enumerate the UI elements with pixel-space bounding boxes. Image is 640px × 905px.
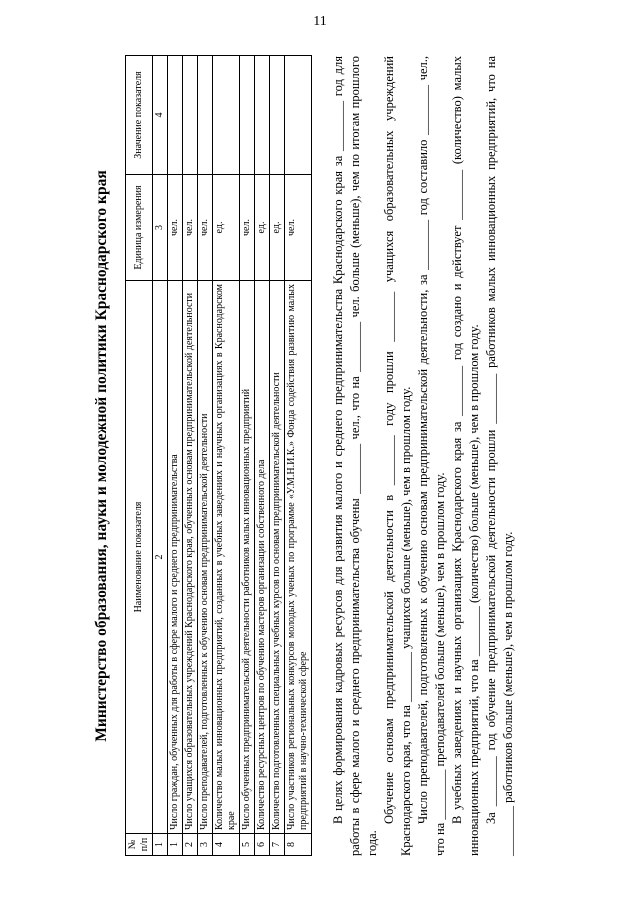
paragraph-teacher-training: Число преподавателей, подготовленных к обучению основам предпринимательской деятельности, за ________ год составило ________ чел., что на ________ преподавателей больше (меньше), чем в прошлом году. (416, 56, 447, 856)
column-index: 3 (153, 175, 168, 281)
unit-cell: ед. (255, 175, 270, 281)
row-number: 3 (198, 834, 213, 856)
indicator-name: Количество малых инновационных предприятий, созданных в учебных заведениях и научных организациях в Краснодарском крае (213, 281, 240, 834)
table-row (255, 56, 270, 856)
indicator-name: Число граждан, обученных для работы в сфере малого и среднего предпринимательства (168, 281, 183, 834)
column-header-unit: Единица измерения (126, 175, 153, 281)
paragraph-enterprise-workers: За ________ год обучение предпринимательской деятельности прошли ________ работников малых инновационных предприятий, что на ________ работников больше (меньше), чем в прошлом году. (484, 56, 515, 856)
indicator-name: Число участников региональных конкурсов молодых ученых по программе «У.М.Н.И.К.» Фонда содействия развитию малых предприятий в научно-технической сфере (285, 281, 312, 834)
unit-cell: чел. (240, 175, 255, 281)
column-header-value: Значение показателя (126, 56, 153, 175)
value-cell[interactable] (213, 56, 240, 175)
row-number: 2 (183, 834, 198, 856)
report-text (330, 56, 517, 856)
column-index: 2 (153, 281, 168, 834)
table-index-row (153, 56, 168, 856)
indicator-name: Количество ресурсных центров по обучению мастеров организации собственного дела (255, 281, 270, 834)
value-cell[interactable] (240, 56, 255, 175)
indicator-name: Количество подготовленных специальных учебных курсов по основам предпринимательской деятельности (270, 281, 285, 834)
table-row (285, 56, 312, 856)
value-cell[interactable] (255, 56, 270, 175)
row-number: 1 (168, 834, 183, 856)
table-row (168, 56, 183, 856)
table-row (270, 56, 285, 856)
table-row (213, 56, 240, 856)
table-header-row (126, 56, 153, 856)
value-cell[interactable] (168, 56, 183, 175)
unit-cell: ед. (270, 175, 285, 281)
value-cell[interactable] (270, 56, 285, 175)
value-cell[interactable] (285, 56, 312, 175)
page-heading: Министерство образования, науки и молодежной политики Краснодарского края (93, 170, 110, 742)
unit-cell: чел. (183, 175, 198, 281)
indicator-name: Число учащихся образовательных учреждений Краснодарского края, обученных основам предпринимательской деятельности (183, 281, 198, 834)
unit-cell: чел. (168, 175, 183, 281)
value-cell[interactable] (183, 56, 198, 175)
value-cell[interactable] (198, 56, 213, 175)
row-number: 7 (270, 834, 285, 856)
unit-cell: чел. (198, 175, 213, 281)
paragraph-staff-training: В целях формирования кадровых ресурсов для развития малого и среднего предпринимательства Краснодарского края за ________ год для работы в сфере малого и среднего предпринимательства обучены ________ чел., что на ________ чел. больше (меньше), чем по итогам прошлого года. (331, 56, 379, 856)
row-number: 5 (240, 834, 255, 856)
row-number: 8 (285, 834, 312, 856)
page-number: 11 (313, 14, 327, 29)
column-header-indicator-name: Наименование показателя (126, 281, 153, 834)
indicator-name: Число преподавателей, подготовленных к обучению основам предпринимательской деятельности (198, 281, 213, 834)
paragraph-innovative-enterprises: В учебных заведениях и научных организациях Краснодарского края за ________ год создано и действует ________ (количество) малых инновационных предприятий, что на ________ (количество) больше (меньше), чем в прошлом году. (450, 56, 481, 856)
table-row (183, 56, 198, 856)
indicators-table (125, 55, 312, 856)
row-number: 6 (255, 834, 270, 856)
indicator-name: Число обученных предпринимательской деятельности работников малых инновационных предприятий (240, 281, 255, 834)
unit-cell: чел. (285, 175, 312, 281)
paragraph-student-training: Обучение основам предпринимательской деятельности в ________ году прошли ________ учащихся образовательных учреждений Краснодарского края, что на ________ учащихся больше (меньше), чем в прошлом году. (382, 56, 413, 856)
unit-cell: ед. (213, 175, 240, 281)
table-row (240, 56, 255, 856)
column-index: 1 (153, 834, 168, 856)
column-header-number: № п/п (126, 834, 153, 856)
column-index: 4 (153, 56, 168, 175)
table-row (198, 56, 213, 856)
rotated-page-content (93, 56, 559, 856)
row-number: 4 (213, 834, 240, 856)
